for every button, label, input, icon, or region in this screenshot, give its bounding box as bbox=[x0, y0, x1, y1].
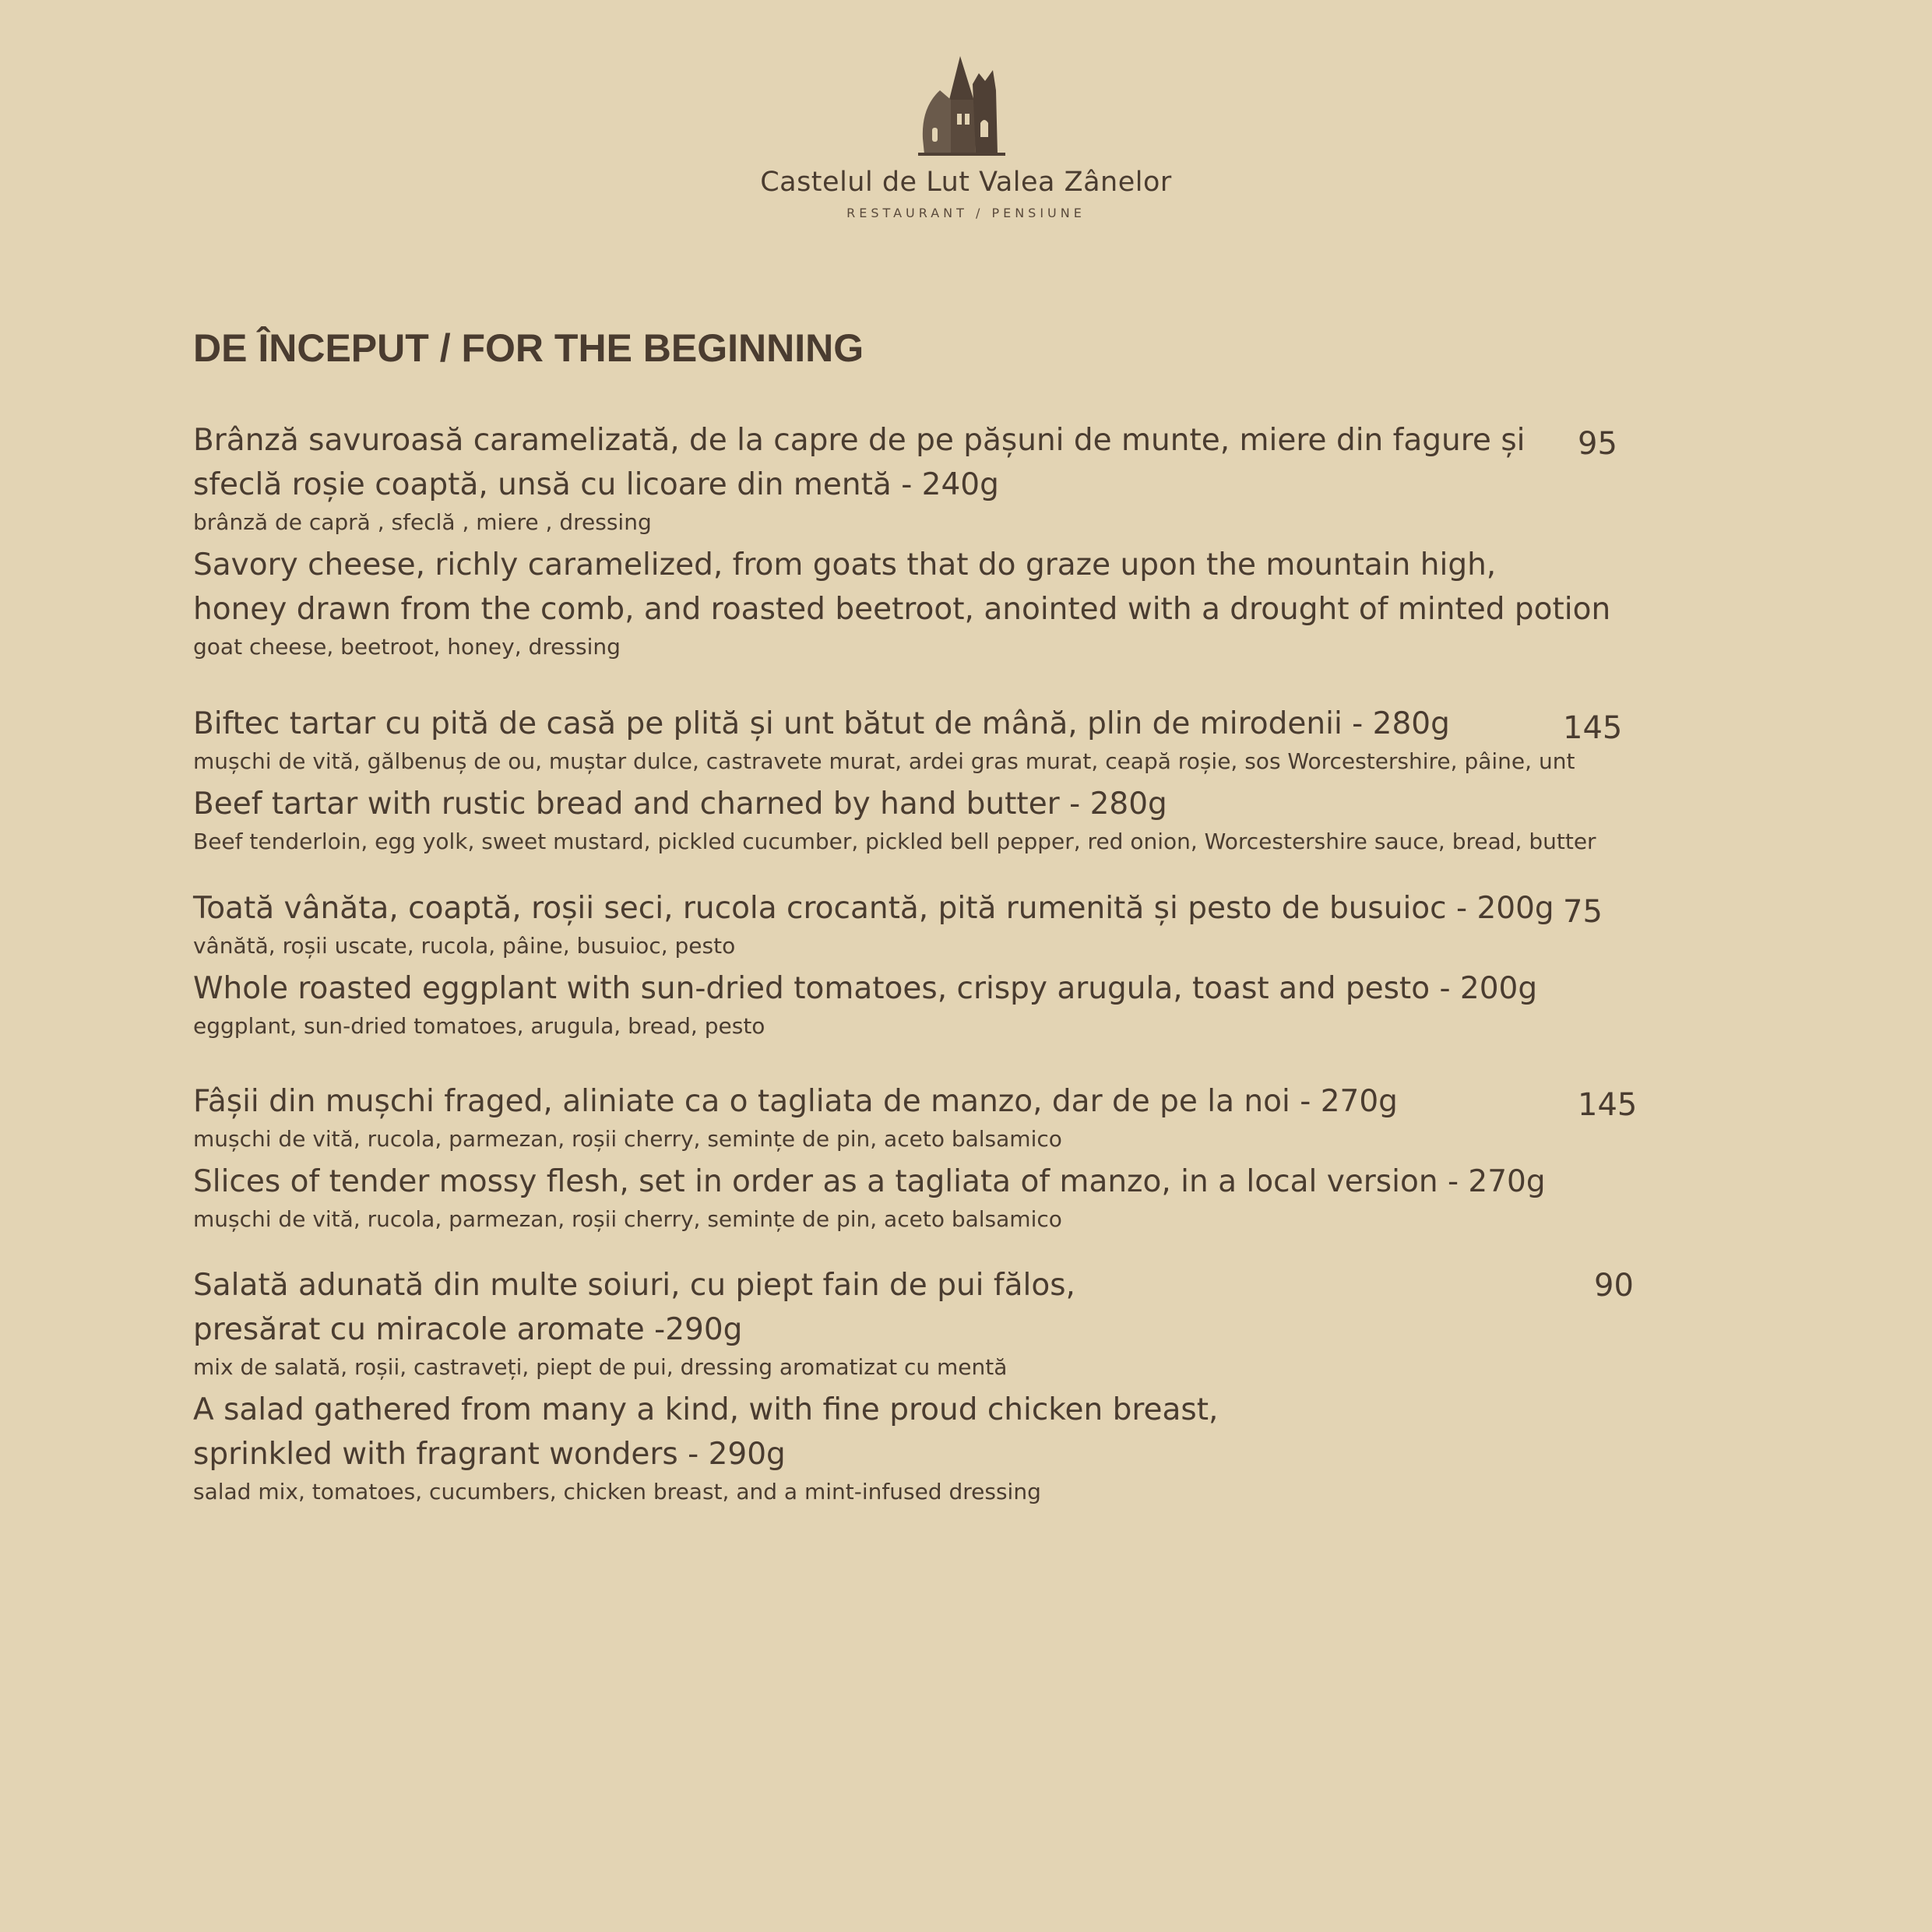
dish-ingredients-en: mușchi de vită, rucola, parmezan, roșii cherry, semințe de pin, aceto balsamico bbox=[193, 1206, 1062, 1232]
dish-ingredients-ro: mix de salată, roșii, castraveți, piept de pui, dressing aromatizat cu mentă bbox=[193, 1354, 1008, 1380]
menu-item bbox=[193, 886, 1751, 1047]
dish-ingredients-ro: brânză de capră , sfeclă , miere , dressing bbox=[193, 509, 652, 535]
dish-name-ro-line: Fâșii din mușchi fraged, aliniate ca o tagliata de manzo, dar de pe la noi - 270g bbox=[193, 1084, 1398, 1119]
castle-logo-icon bbox=[912, 53, 1021, 162]
menu-item bbox=[193, 702, 1751, 862]
dish-price: 145 bbox=[1578, 1087, 1638, 1123]
dish-name-en-line: Savory cheese, richly caramelized, from goats that do graze upon the mountain high, bbox=[193, 547, 1497, 582]
dish-ingredients-en: Beef tenderloin, egg yolk, sweet mustard, pickled cucumber, pickled bell pepper, red onion, Worcestershire sauce, bread, butter bbox=[193, 829, 1596, 854]
menu-item bbox=[193, 1263, 1751, 1512]
dish-ingredients-ro: mușchi de vită, rucola, parmezan, roșii cherry, semințe de pin, aceto balsamico bbox=[193, 1126, 1062, 1152]
section-title: DE ÎNCEPUT / FOR THE BEGINNING bbox=[193, 326, 864, 370]
dish-ingredients-ro: vânătă, roșii uscate, rucola, pâine, busuioc, pesto bbox=[193, 933, 736, 959]
dish-name-ro-line: sfeclă roșie coaptă, unsă cu licoare din mentă - 240g bbox=[193, 467, 999, 502]
dish-name-en-line: Slices of tender mossy flesh, set in order as a tagliata of manzo, in a local version - 270g bbox=[193, 1164, 1546, 1199]
dish-name-ro-line: Salată adunată din multe soiuri, cu piept fain de pui fălos, bbox=[193, 1268, 1075, 1303]
menu-item bbox=[193, 418, 1751, 667]
dish-name-ro-line: Biftec tartar cu pită de casă pe plită și unt bătut de mână, plin de mirodenii - 280g bbox=[193, 706, 1450, 741]
dish-name-en-line: honey drawn from the comb, and roasted beetroot, anointed with a drought of minted potion bbox=[193, 592, 1611, 627]
dish-ingredients-en: eggplant, sun-dried tomatoes, arugula, bread, pesto bbox=[193, 1013, 765, 1039]
dish-price: 145 bbox=[1563, 710, 1623, 746]
dish-name-en-line: Whole roasted eggplant with sun-dried tomatoes, crispy arugula, toast and pesto - 200g bbox=[193, 971, 1538, 1006]
menu-item bbox=[193, 1079, 1751, 1240]
dish-name-en-line: sprinkled with fragrant wonders - 290g bbox=[193, 1437, 786, 1472]
dish-name-en-line: A salad gathered from many a kind, with fine proud chicken breast, bbox=[193, 1392, 1219, 1427]
dish-name-ro-line: Toată vânăta, coaptă, roșii seci, rucola crocantă, pită rumenită și pesto de busuioc - 200g bbox=[193, 891, 1554, 926]
dish-ingredients-en: salad mix, tomatoes, cucumbers, chicken breast, and a mint-infused dressing bbox=[193, 1479, 1041, 1504]
dish-ingredients-ro: mușchi de vită, gălbenuș de ou, muștar dulce, castravete murat, ardei gras murat, ceapă roșie, sos Worcestershire, pâine, unt bbox=[193, 748, 1575, 774]
brand-name: Castelul de Lut Valea Zânelor bbox=[760, 167, 1172, 198]
dish-name-ro-line: presărat cu miracole aromate -290g bbox=[193, 1312, 743, 1347]
brand-subtitle: RESTAURANT / PENSIUNE bbox=[846, 206, 1086, 220]
brand-header bbox=[0, 53, 1932, 220]
dish-price: 95 bbox=[1578, 426, 1617, 462]
dish-name-ro-line: Brânză savuroasă caramelizată, de la capre de pe pășuni de munte, miere din fagure și bbox=[193, 423, 1526, 458]
dish-name-en-line: Beef tartar with rustic bread and charned by hand butter - 280g bbox=[193, 787, 1167, 822]
dish-price: 75 bbox=[1563, 894, 1603, 930]
dish-price: 90 bbox=[1594, 1268, 1634, 1304]
dish-ingredients-en: goat cheese, beetroot, honey, dressing bbox=[193, 634, 621, 660]
